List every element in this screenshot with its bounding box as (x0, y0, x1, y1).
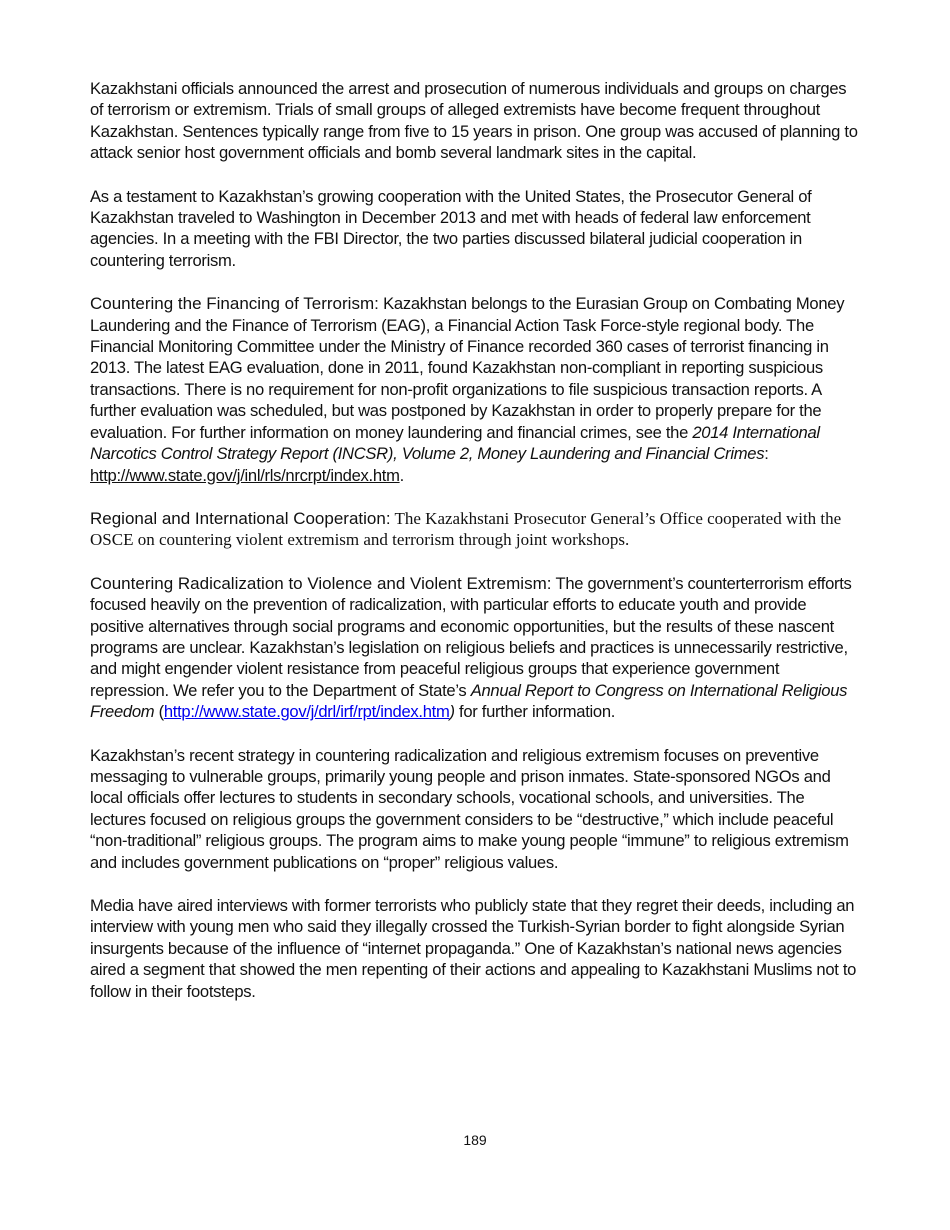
section-heading-regional: Regional and International Cooperation: (90, 508, 391, 528)
section-heading-financing: Countering the Financing of Terrorism: (90, 294, 379, 314)
regional-body: The Kazakhstani Prosecutor General’s Office cooperated with the OSCE on countering violent extremism and terrorism through joint workshops. (90, 508, 842, 550)
religious-freedom-report-title: Annual Report to Congress on International Religious Freedom (90, 680, 848, 722)
section-heading-radicalization: Countering Radicalization to Violence and Violent Extremism: (90, 573, 552, 593)
paragraph-arrests: Kazakhstani officials announced the arrest and prosecution of numerous individuals and groups on charges of terrorism or extremism. Trials of small groups of alleged extremists have become frequent throughout Kazakhstan. Sentences typically range from five to 15 years in prison. One group was accused of planning to attack senior host government officials and bomb several landmark sites in the capital. (90, 79, 858, 163)
document-body (90, 78, 862, 1024)
paragraph-financing (90, 293, 862, 486)
page-number: 189 (463, 1132, 487, 1148)
radicalization-end: for further information. (454, 702, 616, 722)
paragraph-prosecutor-visit: As a testament to Kazakhstan’s growing cooperation with the United States, the Prosecutor General of Kazakhstan traveled to Washington in December 2013 and met with heads of federal law enforcement agencies. In a meeting with the FBI Director, the two parties discussed bilateral judicial cooperation in countering terrorism. (90, 186, 812, 270)
incsr-report-title: 2014 International Narcotics Control Strategy Report (INCSR), Volume 2, Money Laundering and Financial Crimes (90, 422, 820, 464)
paragraph-radicalization (90, 573, 862, 723)
financing-body: Kazakhstan belongs to the Eurasian Group on Combating Money Laundering and the Finance of Terrorism (EAG), a Financial Action Task Force-style regional body. The Financial Monitoring Committee under the Ministry of Finance recorded 360 cases of terrorist financing in 2013. The latest EAG evaluation, done in 2011, found Kazakhstan non-compliant in reporting suspicious transactions. There is no requirement for non-profit organizations to file suspicious transaction reports. A further evaluation was scheduled, but was postponed by Kazakhstan in order to properly prepare for the evaluation. For further information on money laundering and financial crimes, see the (90, 294, 845, 442)
close-paren: ) (449, 702, 455, 722)
incsr-link[interactable]: http://www.state.gov/j/inl/rls/nrcrpt/index.htm (90, 465, 400, 485)
financing-end: . (399, 465, 404, 485)
paragraph-strategy: Kazakhstan’s recent strategy in countering radicalization and religious extremism focuses on preventive messaging to vulnerable groups, primarily young people and prison inmates. State-sponsored NGOs and local officials offer lectures to students in secondary schools, vocational schools, and universities. The lectures focused on religious groups the government considers to be “destructive,” which include peaceful “non-traditional” religious groups. The program aims to make young people “immune” to religious extremism and includes government publications on “proper” religious values. (90, 745, 849, 872)
financing-colon: : (764, 444, 769, 464)
religious-freedom-link[interactable]: http://www.state.gov/j/drl/irf/rpt/index.htm (163, 702, 450, 722)
radicalization-body: The government’s counterterrorism efforts focused heavily on the prevention of radicalization, with particular efforts to educate youth and provide positive alternatives through social programs and economic opportunities, but the results of these nascent programs are unclear. Kazakhstan’s legislation on religious beliefs and practices is unnecessarily restrictive, and might engender violent resistance from peaceful religious groups that experience government repression. We refer you to the Department of State’s (90, 573, 852, 700)
open-paren: ( (154, 702, 164, 722)
paragraph-regional-cooperation (90, 508, 862, 551)
paragraph-media: Media have aired interviews with former terrorists who publicly state that they regret their deeds, including an interview with young men who said they illegally crossed the Turkish-Syrian border to fight alongside Syrian insurgents because of the influence of “internet propaganda.” One of Kazakhstan’s national news agencies aired a segment that showed the men repenting of their actions and appealing to Kazakhstani Muslims not to follow in their footsteps. (90, 896, 857, 1001)
